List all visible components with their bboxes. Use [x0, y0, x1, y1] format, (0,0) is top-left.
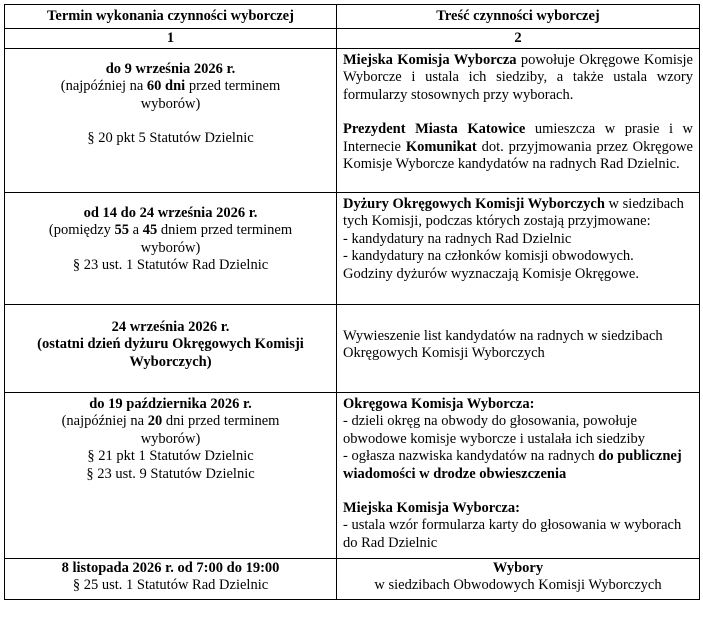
content-paragraph: Wywieszenie list kandydatów na radnych w siedzibach Okręgowych Komisji Wyborczych [343, 328, 663, 362]
column-number-2: 2 [337, 29, 700, 49]
content-cell [337, 305, 700, 393]
term-deadline-cont: wyborów) [140, 95, 201, 112]
term-note-cont: Wyborczych) [129, 353, 212, 370]
term-cell [5, 305, 337, 393]
term-cell [5, 559, 337, 600]
term-deadline-cont: wyborów) [140, 430, 201, 447]
legal-basis: § 23 ust. 1 Statutów Rad Dzielnic [72, 257, 269, 274]
term-date: 24 września 2026 r. [111, 319, 230, 335]
term-cell [5, 49, 337, 193]
legal-basis: § 25 ust. 1 Statutów Rad Dzielnic [72, 577, 269, 594]
election-schedule-table [4, 4, 700, 600]
content-paragraph: Miejska Komisja Wyborcza powołuje Okręgowe Komisje Wyborcze i ustala ich siedziby, a także ustala wzory formularzy stosownych przy wyborach. [343, 52, 693, 103]
column-header-content: Treść czynności wyborczej [337, 5, 700, 29]
table-row [5, 559, 700, 600]
column-number-1: 1 [5, 29, 337, 49]
term-date: do 19 października 2026 r. [89, 396, 252, 412]
term-cell [5, 193, 337, 305]
table-row [5, 305, 700, 393]
legal-basis: § 23 ust. 9 Statutów Dzielnic [86, 465, 255, 482]
term-deadline: (pomiędzy 55 a 45 dniem przed terminem [48, 222, 293, 239]
term-cell [5, 393, 337, 559]
list-item: - kandydatury na radnych Rad Dzielnic [343, 230, 572, 247]
list-item: - dzieli okręg na obwody do głosowania, powołuje obwodowe komisje wyborcze i ustalała ich siedziby [343, 413, 646, 447]
content-heading: Okręgowa Komisja Wyborcza: [343, 396, 535, 412]
content-cell [337, 559, 700, 600]
legal-basis: § 20 pkt 5 Statutów Dzielnic [87, 130, 254, 147]
content-cell [337, 193, 700, 305]
column-header-term: Termin wykonania czynności wyborczej [5, 5, 337, 29]
content-note: Godziny dyżurów wyznaczają Komisje Okręgowe. [343, 265, 639, 282]
content-heading: Miejska Komisja Wyborcza: [343, 500, 520, 517]
term-deadline: (najpóźniej na 60 dni przed terminem [60, 78, 281, 95]
list-item: - ustala wzór formularza karty do głosowania w wyborach do Rad Dzielnic [343, 517, 682, 551]
content-paragraph: Dyżury Okręgowych Komisji Wyborczych w siedzibach tych Komisji, podczas których zostają przyjmowane: [343, 196, 684, 230]
list-item: - kandydatury na członków komisji obwodowych. [343, 248, 634, 265]
content-paragraph: Prezydent Miasta Katowice umieszcza w prasie i w Internecie Komunikat dot. przyjmowania przez Okręgowe Komisje Wyborcze kandydatów na radnych Rad Dzielnic. [343, 121, 693, 173]
table-row [5, 393, 700, 559]
table-row [5, 49, 700, 193]
term-deadline-cont: wyborów) [140, 239, 201, 256]
content-heading: Wybory [492, 560, 544, 576]
term-deadline: (najpóźniej na 20 dni przed terminem [61, 413, 280, 430]
column-number-row [5, 29, 700, 49]
term-date: do 9 września 2026 r. [105, 61, 236, 77]
content-paragraph: w siedzibach Obwodowych Komisji Wyborczych [374, 577, 662, 594]
term-note: (ostatni dzień dyżuru Okręgowych Komisji [37, 336, 304, 353]
term-date: 8 listopada 2026 r. od 7:00 do 19:00 [61, 560, 280, 576]
term-date: od 14 do 24 września 2026 r. [83, 205, 258, 221]
content-cell [337, 49, 700, 193]
legal-basis: § 21 pkt 1 Statutów Dzielnic [87, 448, 254, 465]
table-row [5, 193, 700, 305]
list-item: - ogłasza nazwiska kandydatów na radnych do publicznej wiadomości w drodze obwieszczenia [343, 448, 682, 482]
content-cell [337, 393, 700, 559]
header-row [5, 5, 700, 29]
